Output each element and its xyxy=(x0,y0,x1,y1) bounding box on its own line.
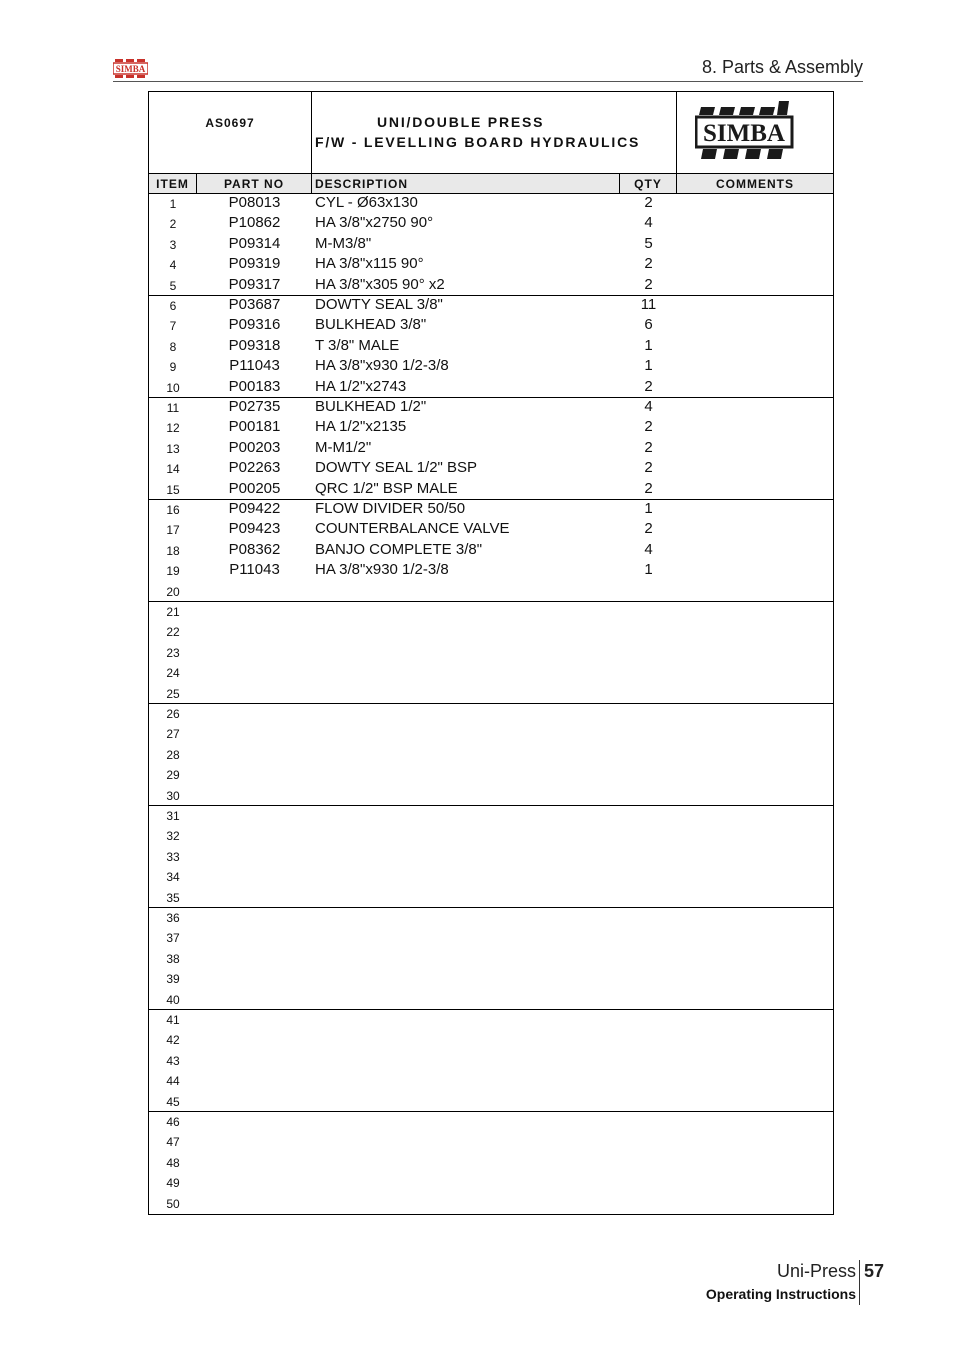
row-item-number: 33 xyxy=(166,849,180,864)
row-part-number: P09316 xyxy=(228,316,281,334)
table-row xyxy=(149,765,833,785)
row-item-number: 5 xyxy=(169,278,177,293)
row-description: HA 3/8"x305 90° x2 xyxy=(315,275,445,293)
assembly-code: AS0697 xyxy=(149,92,312,173)
table-row xyxy=(149,1030,833,1050)
row-description: DOWTY SEAL 3/8" xyxy=(315,296,443,313)
row-item-number: 45 xyxy=(166,1094,180,1109)
row-description: T 3/8" MALE xyxy=(315,336,400,354)
row-part-number: P08013 xyxy=(228,194,281,211)
assembly-title xyxy=(312,92,677,173)
row-description: CYL - Ø63x130 xyxy=(315,194,418,211)
table-row xyxy=(149,806,833,826)
row-item-number: 22 xyxy=(166,625,180,640)
row-item-number: 21 xyxy=(166,605,180,619)
table-row xyxy=(149,296,833,316)
footer-divider xyxy=(859,1260,860,1305)
table-row xyxy=(149,1132,833,1152)
header-logo-text: SIMBA xyxy=(115,64,146,74)
row-quantity: 5 xyxy=(644,234,653,252)
table-row xyxy=(149,704,833,724)
table-row xyxy=(149,908,833,928)
table-row xyxy=(149,480,833,500)
table-row xyxy=(149,786,833,806)
row-quantity: 1 xyxy=(644,336,653,354)
table-row xyxy=(149,602,833,622)
column-qty: QTY xyxy=(620,174,677,193)
row-item-number: 23 xyxy=(166,645,180,660)
row-part-number: P02735 xyxy=(228,398,281,415)
row-item-number: 6 xyxy=(169,299,177,313)
row-quantity: 2 xyxy=(644,275,653,293)
row-part-number: P10862 xyxy=(228,214,281,232)
row-item-number: 31 xyxy=(166,809,180,823)
table-row xyxy=(149,949,833,969)
table-row xyxy=(149,847,833,867)
row-item-number: 34 xyxy=(166,870,180,885)
column-header-row xyxy=(149,174,833,194)
title-block xyxy=(149,92,833,174)
table-row xyxy=(149,684,833,704)
table-row xyxy=(149,969,833,989)
row-item-number: 38 xyxy=(166,951,180,966)
assembly-title-line2: F/W - LEVELLING BOARD HYDRAULICS xyxy=(315,134,641,150)
row-part-number: P11043 xyxy=(229,561,280,579)
row-item-number: 46 xyxy=(166,1115,180,1129)
row-part-number: P09317 xyxy=(228,275,281,293)
row-item-number: 3 xyxy=(169,237,177,252)
row-quantity: 2 xyxy=(644,377,653,395)
row-description: HA 1/2"x2743 xyxy=(315,377,407,395)
row-part-number: P09314 xyxy=(228,234,281,252)
simba-logo xyxy=(677,92,833,173)
logo-text: SIMBA xyxy=(703,120,785,147)
row-quantity: 4 xyxy=(644,214,653,232)
row-item-number: 40 xyxy=(166,992,180,1007)
table-row xyxy=(149,276,833,296)
header-divider xyxy=(113,81,863,82)
row-quantity: 1 xyxy=(644,357,653,375)
column-comments: COMMENTS xyxy=(716,177,794,191)
row-quantity: 4 xyxy=(644,398,653,415)
table-row xyxy=(149,1010,833,1030)
row-item-number: 32 xyxy=(166,829,180,844)
row-part-number: P03687 xyxy=(228,296,281,313)
row-description: M-M3/8" xyxy=(315,234,372,252)
row-item-number: 50 xyxy=(166,1196,180,1211)
row-item-number: 28 xyxy=(166,747,180,762)
row-item-number: 37 xyxy=(166,931,180,946)
column-part-no: PART NO xyxy=(197,174,312,193)
row-description: HA 1/2"x2135 xyxy=(315,418,407,436)
row-part-number: P00181 xyxy=(228,418,281,436)
row-quantity: 2 xyxy=(644,479,653,497)
row-item-number: 36 xyxy=(166,911,180,925)
row-quantity: 2 xyxy=(644,438,653,456)
row-part-number: P09318 xyxy=(228,336,281,354)
row-quantity: 2 xyxy=(644,459,653,477)
row-item-number: 48 xyxy=(166,1155,180,1170)
row-description: BULKHEAD 3/8" xyxy=(315,316,427,334)
row-item-number: 1 xyxy=(169,197,177,211)
row-description: DOWTY SEAL 1/2" BSP xyxy=(315,459,478,477)
row-part-number: P09422 xyxy=(228,500,281,517)
row-part-number: P00183 xyxy=(228,377,281,395)
table-row xyxy=(149,888,833,908)
table-row xyxy=(149,928,833,948)
table-row xyxy=(149,520,833,540)
table-row xyxy=(149,357,833,377)
row-item-number: 39 xyxy=(166,972,180,987)
table-row xyxy=(149,1051,833,1071)
table-row xyxy=(149,745,833,765)
row-item-number: 42 xyxy=(166,1033,180,1048)
row-description: FLOW DIVIDER 50/50 xyxy=(315,500,466,517)
row-quantity: 2 xyxy=(644,418,653,436)
row-description: M-M1/2" xyxy=(315,438,372,456)
row-item-number: 4 xyxy=(169,258,177,273)
table-row xyxy=(149,643,833,663)
table-row xyxy=(149,235,833,255)
table-row xyxy=(149,622,833,642)
table-row xyxy=(149,378,833,398)
row-item-number: 43 xyxy=(166,1053,180,1068)
table-row xyxy=(149,316,833,336)
row-description: HA 3/8"x930 1/2-3/8 xyxy=(315,561,449,579)
footer-product: Uni-Press xyxy=(776,1261,856,1281)
row-quantity: 2 xyxy=(644,255,653,273)
column-description: DESCRIPTION xyxy=(312,174,620,193)
table-row xyxy=(149,990,833,1010)
table-row xyxy=(149,663,833,683)
row-quantity: 2 xyxy=(644,194,653,211)
row-item-number: 8 xyxy=(169,339,177,354)
table-row xyxy=(149,459,833,479)
table-row xyxy=(149,1092,833,1112)
row-description: COUNTERBALANCE VALVE xyxy=(315,520,510,538)
row-description: HA 3/8"x930 1/2-3/8 xyxy=(315,357,449,375)
row-part-number: P00203 xyxy=(228,438,281,456)
row-item-number: 10 xyxy=(166,380,180,395)
row-item-number: 2 xyxy=(169,217,177,232)
table-row xyxy=(149,337,833,357)
row-quantity: 1 xyxy=(644,500,653,517)
row-item-number: 26 xyxy=(166,707,180,721)
row-part-number: P08362 xyxy=(228,540,281,558)
row-part-number: P09423 xyxy=(228,520,281,538)
table-row xyxy=(149,500,833,520)
parts-list-sheet xyxy=(148,91,834,1215)
row-item-number: 29 xyxy=(166,768,180,783)
row-item-number: 9 xyxy=(169,360,177,375)
table-row xyxy=(149,541,833,561)
page-number: 57 xyxy=(864,1261,885,1281)
row-item-number: 41 xyxy=(166,1013,180,1027)
table-row xyxy=(149,398,833,418)
row-quantity: 1 xyxy=(644,561,653,579)
row-item-number: 49 xyxy=(166,1176,180,1191)
row-item-number: 24 xyxy=(166,666,180,681)
row-item-number: 44 xyxy=(166,1074,180,1089)
row-item-number: 16 xyxy=(166,503,180,517)
row-quantity: 6 xyxy=(644,316,653,334)
row-item-number: 27 xyxy=(166,727,180,742)
assembly-title-line1: UNI/DOUBLE PRESS xyxy=(377,114,545,130)
table-row xyxy=(149,1071,833,1091)
row-item-number: 14 xyxy=(166,462,180,477)
table-row xyxy=(149,561,833,581)
section-title: 8. Parts & Assembly xyxy=(701,57,863,77)
table-row xyxy=(149,1173,833,1193)
row-description: HA 3/8"x2750 90° xyxy=(315,214,434,232)
row-item-number: 11 xyxy=(166,401,180,415)
row-item-number: 35 xyxy=(166,890,180,905)
row-item-number: 13 xyxy=(166,441,180,456)
table-row xyxy=(149,1194,833,1214)
row-quantity: 4 xyxy=(644,540,653,558)
row-part-number: P11043 xyxy=(229,357,280,375)
table-row xyxy=(149,439,833,459)
row-description: BANJO COMPLETE 3/8" xyxy=(315,540,483,558)
row-description: QRC 1/2" BSP MALE xyxy=(315,479,458,497)
table-row xyxy=(149,1153,833,1173)
table-row xyxy=(149,867,833,887)
row-item-number: 20 xyxy=(166,584,180,599)
table-row xyxy=(149,214,833,234)
row-item-number: 7 xyxy=(169,319,177,334)
row-item-number: 15 xyxy=(166,482,180,497)
row-part-number: P00205 xyxy=(228,479,281,497)
table-row xyxy=(149,1112,833,1132)
header-simba-logo xyxy=(113,59,148,79)
footer-subtitle: Operating Instructions xyxy=(705,1286,856,1302)
table-row xyxy=(149,826,833,846)
row-quantity: 2 xyxy=(644,520,653,538)
column-item: ITEM xyxy=(149,174,197,193)
row-item-number: 12 xyxy=(166,421,180,436)
row-part-number: P09319 xyxy=(228,255,281,273)
row-item-number: 30 xyxy=(166,788,180,803)
row-item-number: 19 xyxy=(166,564,180,579)
row-item-number: 47 xyxy=(166,1135,180,1150)
table-row xyxy=(149,255,833,275)
row-item-number: 25 xyxy=(166,686,180,701)
table-row xyxy=(149,582,833,602)
row-quantity: 11 xyxy=(640,296,657,313)
row-description: BULKHEAD 1/2" xyxy=(315,398,427,415)
table-row xyxy=(149,194,833,214)
row-description: HA 3/8"x115 90° xyxy=(315,255,424,273)
table-row xyxy=(149,418,833,438)
table-row xyxy=(149,724,833,744)
row-item-number: 18 xyxy=(166,543,180,558)
row-part-number: P02263 xyxy=(228,459,281,477)
row-item-number: 17 xyxy=(166,523,180,538)
